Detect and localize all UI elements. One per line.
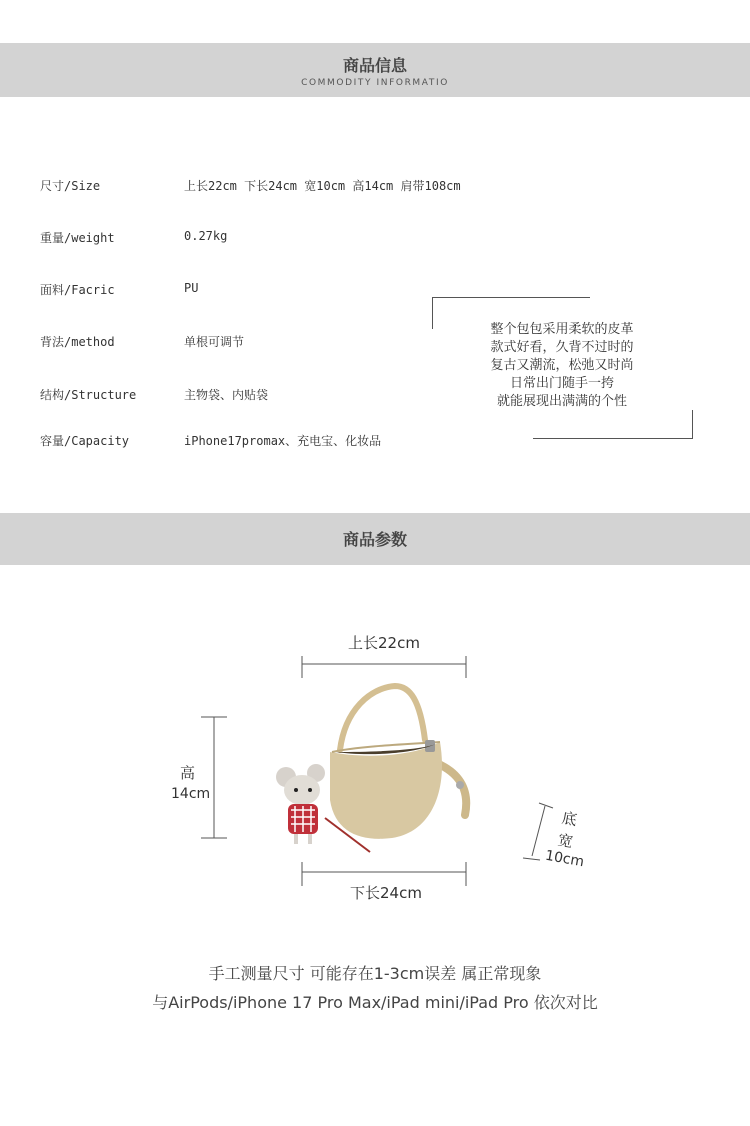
spec-label: 结构/Structure [40,388,137,402]
spec-value: 单根可调节 [184,335,245,349]
width-line [532,806,545,856]
spec-value: 主物袋、内贴袋 [184,388,269,402]
spec-label: 重量/weight [40,231,115,245]
bag-handle [340,686,425,750]
width-label-1: 底 [560,808,579,830]
params-header-title: 商品参数 [342,530,407,549]
height-label: 高 [180,764,196,782]
note-measurement: 手工测量尺寸 可能存在1-3cm误差 属正常现象 [208,964,542,983]
top-length-label: 上长22cm [348,634,420,652]
spec-value: 0.27kg [184,229,228,243]
charm-head [284,775,320,805]
description-line: 整个包包采用柔软的皮革 [490,322,634,337]
strap-buckle [456,781,464,789]
description-line: 复古又潮流，松弛又时尚 [490,358,634,373]
note-comparison: 与AirPods/iPhone 17 Pro Max/iPad mini/iPad Pro 依次对比 [152,993,598,1012]
width-tick [539,803,553,808]
height-value: 14cm [171,786,211,802]
info-header-subtitle: COMMODITY INFORMATIO [301,78,449,88]
bag-illustration [330,686,466,839]
bag-body [330,742,442,839]
width-value: 10cm [543,847,586,871]
spec-value: PU [184,281,199,295]
spec-value: 上长22cm 下长24cm 宽10cm 高14cm 肩带108cm [184,179,461,193]
width-label-2: 宽 [556,830,575,852]
description-line: 款式好看，久背不过时的 [490,340,634,355]
bottom-length-label: 下长24cm [350,884,422,902]
spec-label: 背法/method [40,335,115,349]
spec-label: 容量/Capacity [40,434,130,448]
description-line: 日常出门随手一挎 [509,376,614,391]
spec-label: 面料/Facric [40,283,115,297]
info-header-title: 商品信息 [342,56,407,75]
spec-label: 尺寸/Size [40,179,101,193]
spec-value: iPhone17promax、充电宝、化妆品 [184,434,382,448]
width-tick [523,858,540,860]
description-line: 就能展现出满满的个性 [496,394,627,409]
